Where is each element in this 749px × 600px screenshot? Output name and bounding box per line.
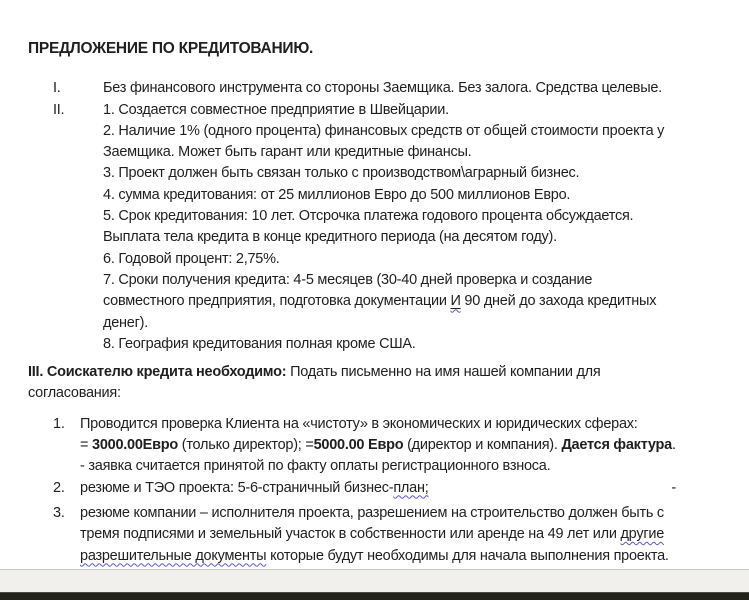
roman-list-item-2 xyxy=(53,100,713,356)
requirements-list xyxy=(28,414,713,567)
list-number-3: 3. xyxy=(53,504,65,521)
requirement-item-2 xyxy=(53,478,713,499)
list-number-1: 1. xyxy=(53,415,65,432)
doc-line: Проводится проверка Клиента на «чистоту» в экономических и юридических сферах: xyxy=(80,415,638,432)
doc-line xyxy=(80,478,713,499)
doc-line: резюме компании – исполнителя проекта, разрешением на строительство должен быть с xyxy=(80,504,664,521)
roman-content-1 xyxy=(103,78,713,99)
doc-line: 4. сумма кредитования: от 25 миллионов Евро до 500 миллионов Евро. xyxy=(103,186,571,203)
doc-line: денег). xyxy=(103,314,148,331)
doc-text-segment: резюме и ТЭО проекта: 5-6-страничный бизнес- xyxy=(80,479,394,496)
doc-text-segment: = xyxy=(80,437,92,454)
invoice-note: Дается фактура xyxy=(561,437,672,454)
doc-line: Без финансового инструмента со стороны Заемщика. Без залога. Средства целевые. xyxy=(103,80,663,97)
doc-line: 7. Сроки получения кредита: 4-5 месяцев (30-40 дней проверка и создание xyxy=(103,271,593,288)
grammar-squiggle-underline xyxy=(450,293,460,309)
list-number-2: 2. xyxy=(53,479,65,496)
requirement-item-3 xyxy=(53,503,713,567)
window-status-bar xyxy=(0,569,749,592)
doc-text-segment: совместного предприятия, подготовка документации xyxy=(103,293,451,310)
doc-line: согласования: xyxy=(28,385,121,402)
doc-text-segment: тремя подписями и земельный участок в собственности или аренде на 49 лет или xyxy=(80,526,621,543)
doc-line: - заявка считается принятой по факту оплаты регистрационного взноса. xyxy=(80,458,551,475)
document-title: ПРЕДЛОЖЕНИЕ ПО КРЕДИТОВАНИЮ. xyxy=(28,40,314,57)
doc-line: 3. Проект должен быть связан только с производством\аграрный бизнес. xyxy=(103,165,580,182)
requirement-content-2 xyxy=(80,478,713,499)
doc-line xyxy=(80,546,713,567)
roman-content-2 xyxy=(103,100,713,356)
grammar-squiggle-underline: другие xyxy=(620,526,665,543)
doc-line: Заемщика. Может быть гарант или кредитные финансы. xyxy=(103,144,472,161)
doc-line xyxy=(80,435,713,456)
requirement-content-1 xyxy=(80,414,713,478)
taskbar-edge xyxy=(0,592,749,600)
section-3-paragraph xyxy=(28,362,713,405)
doc-text-segment: которые будут необходимы для начала выполнения проекта. xyxy=(266,547,669,564)
roman-list-item-1 xyxy=(53,78,713,99)
section-3-heading: III. Соискателю кредита необходимо: xyxy=(28,364,287,381)
fee-amount-company: 5000.00 Евро xyxy=(313,437,404,454)
doc-text-segment: (директор и компания). xyxy=(403,437,562,454)
doc-line xyxy=(103,291,713,312)
trailing-dash: - xyxy=(671,479,676,496)
doc-line: 6. Годовой процент: 2,75%. xyxy=(103,250,280,267)
requirement-item-1 xyxy=(53,414,713,478)
doc-line xyxy=(80,524,713,545)
doc-text-segment: (только директор); = xyxy=(177,437,314,454)
doc-line: 5. Срок кредитования: 10 лет. Отсрочка платежа годового процента обсуждается. xyxy=(103,208,634,225)
doc-line: 2. Наличие 1% (одного процента) финансовых средств от общей стоимости проекта у xyxy=(103,122,665,139)
requirement-content-3 xyxy=(80,503,713,567)
roman-marker-1: I. xyxy=(53,80,61,97)
doc-text-segment: . xyxy=(671,437,676,454)
doc-line: Выплата тела кредита в конце кредитного периода (на десятом году). xyxy=(103,229,557,246)
grammar-squiggle-underline: разрешительные документы xyxy=(80,547,267,564)
grammar-squiggle-underline: план; xyxy=(393,479,429,496)
doc-line: 1. Создается совместное предприятие в Швейцарии. xyxy=(103,101,449,118)
doc-line xyxy=(28,362,713,383)
roman-marker-2: II. xyxy=(53,101,65,118)
fee-amount-director: 3000.00Евро xyxy=(92,437,178,454)
underlined-letter: И xyxy=(450,293,461,310)
doc-line: 8. География кредитования полная кроме США. xyxy=(103,335,416,352)
doc-text-segment: Подать письменно на имя нашей компании для xyxy=(286,364,601,381)
doc-text-segment: 90 дней до захода кредитных xyxy=(460,293,657,310)
